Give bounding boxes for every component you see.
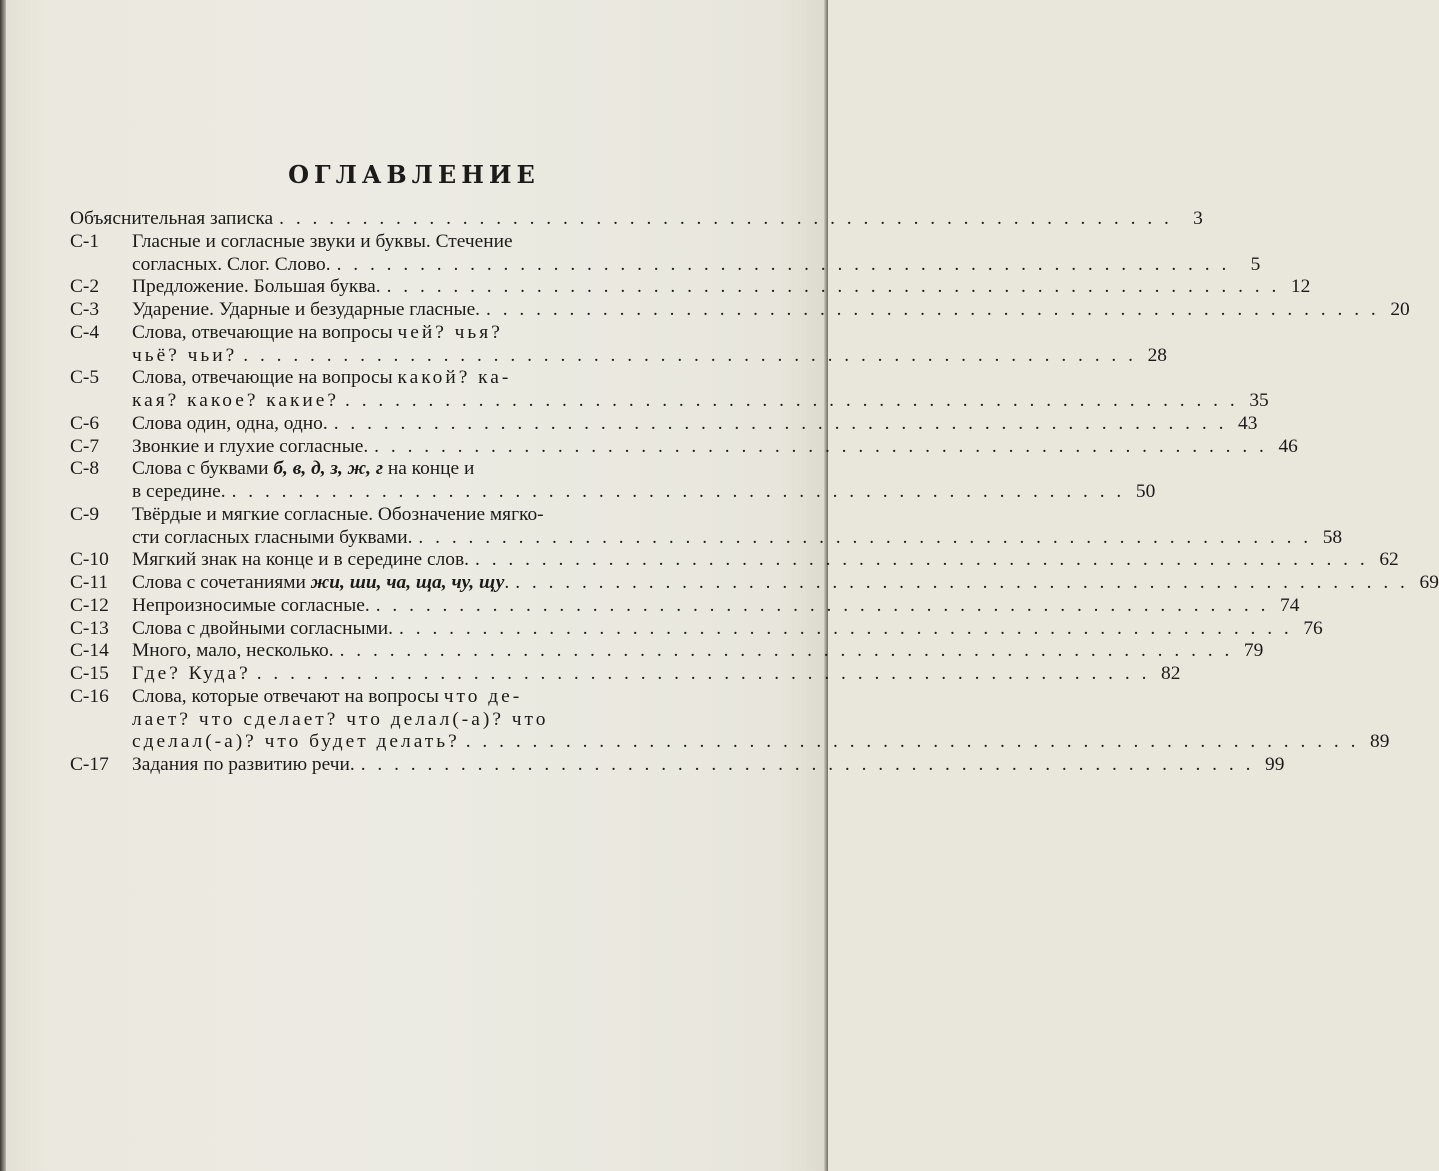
toc-entry-line (132, 413, 1257, 436)
toc-entry-text: Твёрдые и мягкие согласные. Обозначение мягко- (132, 503, 544, 525)
dot-leader (469, 549, 1365, 572)
toc-entry-text: сти согласных гласными буквами. (132, 526, 413, 548)
toc-entry-line (132, 618, 1323, 641)
dot-leader (368, 436, 1264, 459)
toc-page-number: 12 (1290, 276, 1311, 298)
toc-entry-text: Слова с буквами б, в, д, з, ж, г на конце и (132, 458, 475, 480)
toc-entry-code: С-9 (70, 503, 100, 525)
toc-entry-line (132, 299, 1410, 322)
dot-leader (237, 345, 1133, 368)
toc-entry (70, 367, 1269, 413)
dot-leader (334, 640, 1230, 663)
dot-leader (509, 572, 1405, 595)
toc-page-number: 82 (1161, 663, 1181, 684)
toc-entry-code: С-6 (70, 412, 100, 434)
toc-entry-line (132, 572, 1439, 595)
toc-entry-text: чьё? чьи? (132, 344, 238, 366)
toc-entry-code: С-15 (70, 663, 109, 684)
toc-entry-title (132, 595, 1299, 618)
toc-page-number: 20 (1390, 299, 1410, 320)
toc-entry-text: в середине. (132, 481, 226, 502)
dot-leader (328, 413, 1224, 436)
toc-page-number: 79 (1243, 640, 1264, 662)
toc-entry-title (132, 663, 1180, 686)
toc-entry-line (132, 254, 1260, 277)
toc-entry-code: С-16 (70, 685, 109, 707)
toc-entry-text: Много, мало, несколько. (132, 640, 334, 662)
toc-entry-line (70, 208, 1203, 231)
toc-entry (70, 230, 1261, 277)
toc-entry-line (132, 390, 1269, 413)
toc-page-number: 74 (1280, 594, 1300, 616)
toc-entry-text: Слова, отвечающие на вопросы чей? чья? (132, 321, 503, 343)
toc-page-number: 50 (1135, 481, 1156, 502)
toc-entry-title (132, 640, 1263, 663)
toc-entry (70, 412, 1258, 436)
toc-entry-line (132, 663, 1180, 686)
dot-leader (393, 618, 1289, 641)
toc-entry-title (132, 299, 1410, 322)
toc-entry-line (132, 754, 1284, 777)
toc-entry (70, 685, 1390, 754)
toc-page-number: 35 (1249, 390, 1269, 411)
toc-entry (70, 572, 1439, 595)
toc-entry-title (132, 686, 1389, 754)
toc-entry-line (132, 731, 1389, 754)
toc-entry (70, 549, 1399, 572)
toc-entry-title (132, 436, 1298, 459)
toc-entry-line (132, 436, 1298, 459)
toc-entry-code: С-4 (70, 321, 100, 343)
toc-entry-title (132, 754, 1284, 777)
toc-entry-text: Предложение. Большая буква. (132, 276, 381, 298)
toc-entry-line (132, 504, 1342, 527)
toc-entry-code: С-13 (70, 617, 109, 639)
toc-entry-text: Слова с двойными согласными. (132, 617, 394, 639)
dot-leader (273, 208, 1169, 231)
dot-leader (339, 390, 1235, 413)
toc-entry-text: сделал(-а)? что будет делать? (132, 731, 460, 753)
toc-entry-text: Объяснительная записка (70, 208, 274, 229)
toc-entry-title (132, 618, 1323, 641)
dot-leader (226, 481, 1122, 504)
toc-entry-text: Ударение. Ударные и безударные гласные. (132, 299, 481, 320)
toc-entry-text: Гласные и согласные звуки и буквы. Стечение (132, 230, 513, 252)
toc-entry (70, 503, 1343, 550)
toc-entry-code: С-5 (70, 367, 100, 389)
toc-entry-line (132, 527, 1342, 550)
toc-entry (70, 594, 1300, 618)
toc-entry (70, 208, 1203, 231)
toc-page-number: 99 (1265, 754, 1285, 775)
toc-entry (70, 663, 1181, 686)
toc-entry-line (132, 367, 1269, 390)
toc-entry-code: С-3 (70, 299, 100, 320)
toc-entry (70, 321, 1167, 368)
toc-entry-line (132, 276, 1310, 299)
toc-entry-code: С-7 (70, 435, 100, 457)
table-of-contents (70, 208, 1439, 777)
toc-entry-title (132, 458, 1155, 504)
toc-entry-line (132, 481, 1155, 504)
toc-entry-title (132, 572, 1439, 595)
dot-leader (460, 731, 1356, 754)
toc-entry-line (132, 709, 1389, 732)
toc-page-number: 89 (1370, 731, 1390, 753)
toc-entry-title (132, 276, 1310, 299)
toc-entry (70, 435, 1298, 459)
toc-entry-text: Непроизносимые согласные. (132, 594, 370, 616)
toc-page-number: 62 (1379, 549, 1399, 571)
toc-entry-text: Слова, отвечающие на вопросы какой? ка- (132, 367, 512, 389)
toc-entry-text: Звонкие и глухие согласные. (132, 435, 369, 457)
toc-entry (70, 617, 1323, 641)
page-title: ОГЛАВЛЕНИЕ (288, 160, 540, 189)
toc-page-number: 43 (1238, 412, 1258, 434)
toc-entry-text: лает? что сделает? что делал(-а)? что (132, 708, 549, 730)
toc-entry-code: С-17 (70, 754, 109, 775)
toc-entry (70, 458, 1156, 504)
toc-entry-text: Мягкий знак на конце и в середине слов. (132, 549, 469, 571)
toc-entry-code: С-11 (70, 572, 109, 593)
toc-entry-title (132, 322, 1167, 368)
toc-entry-line (132, 640, 1263, 663)
toc-entry-title (132, 549, 1399, 572)
toc-entry-text: согласных. Слог. Слово. (132, 253, 331, 275)
toc-entry-text: Слова с сочетаниями жи, ши, ча, ща, чу, щу. (132, 572, 510, 593)
toc-page-number: 3 (1193, 208, 1203, 229)
toc-entry-text: Слова, которые отвечают на вопросы что де- (132, 685, 523, 707)
toc-entry (70, 299, 1410, 322)
toc-entry-line (132, 231, 1260, 254)
toc-entry-line (132, 686, 1389, 709)
toc-entry-text: кая? какое? какие? (132, 390, 340, 411)
toc-page-number: 28 (1147, 344, 1167, 366)
toc-page-number: 76 (1303, 617, 1323, 639)
toc-entry-line (132, 595, 1299, 618)
dot-leader (412, 527, 1308, 550)
toc-entry (70, 640, 1264, 663)
toc-entry-code: С-2 (70, 276, 100, 298)
toc-entry-code: С-8 (70, 458, 100, 480)
toc-entry-code: С-10 (70, 549, 109, 571)
toc-entry-code: С-14 (70, 640, 109, 662)
toc-entry (70, 276, 1311, 299)
toc-entry-text: Задания по развитию речи. (132, 754, 355, 775)
dot-leader (251, 663, 1147, 686)
toc-entry-code: С-12 (70, 594, 109, 616)
toc-entry-line (132, 458, 1155, 481)
toc-entry-code: С-1 (70, 230, 100, 252)
toc-entry-line (132, 549, 1399, 572)
toc-page-number: 58 (1322, 526, 1343, 548)
toc-page-number: 46 (1278, 435, 1298, 457)
toc-entry-text: Слова один, одна, одно. (132, 412, 328, 434)
toc-entry-title (132, 231, 1260, 277)
dot-leader (480, 299, 1376, 322)
dot-leader (331, 254, 1227, 277)
dot-leader (355, 754, 1251, 777)
toc-entry-text: Где? Куда? (132, 663, 251, 684)
toc-entry-title (132, 413, 1257, 436)
toc-entry-title (132, 367, 1269, 413)
toc-entry-title (70, 208, 1203, 231)
toc-page-number: 5 (1250, 253, 1261, 275)
toc-entry-title (132, 504, 1342, 550)
dot-leader (370, 595, 1266, 618)
toc-page-number: 69 (1419, 572, 1439, 593)
dot-leader (381, 276, 1277, 299)
toc-entry-line (132, 322, 1167, 345)
toc-entry (70, 754, 1285, 777)
toc-entry-line (132, 345, 1167, 368)
